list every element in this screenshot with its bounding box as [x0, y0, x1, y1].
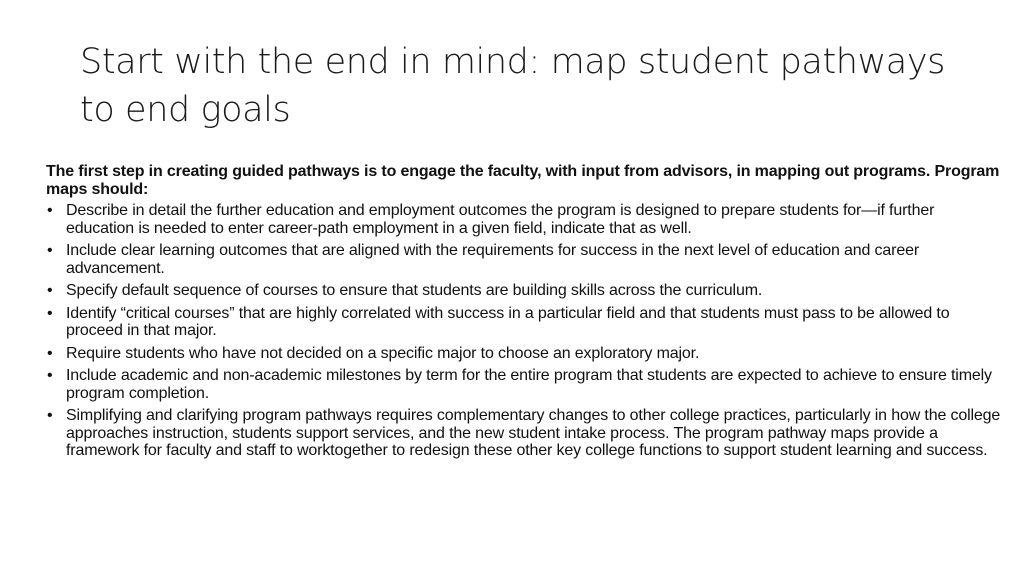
- bullet-text: Require students who have not decided on a specific major to choose an exploratory major.: [66, 344, 700, 362]
- slide-title: Start with the end in mind: map student pathways to end goals: [80, 42, 945, 130]
- bullet-dot-icon: •: [47, 344, 53, 362]
- bullet-list: [46, 202, 1001, 460]
- bullet-text: Specify default sequence of courses to ensure that students are building skills across the curriculum.: [66, 282, 763, 299]
- bullet-text: Simplifying and clarifying program pathways requires complementary changes to other college practices, particularly in how the college approaches instruction, students support services, and the new student intake process. The program pathway maps provide a framework for faculty and staff to worktogether to redesign these other key college functions to support student learning and success.: [66, 407, 1001, 459]
- bullet-item: [46, 305, 1001, 340]
- bullet-dot-icon: •: [47, 407, 53, 424]
- bullet-text: Describe in detail the further education and employment outcomes the program is designed to prepare students for—if further education is needed to enter career-path employment in a given field, indicate that as well.: [66, 202, 935, 237]
- bullet-item: [46, 282, 1001, 300]
- bullet-item: [46, 202, 1001, 237]
- bullet-dot-icon: •: [47, 202, 53, 219]
- bullet-item: [46, 407, 1001, 460]
- slide-content: [46, 163, 1001, 465]
- bullet-text: Include academic and non-academic milestones by term for the entire program that students are expected to achieve to ensure timely program completion.: [66, 367, 992, 402]
- bullet-item: [46, 345, 1001, 363]
- bullet-dot-icon: •: [47, 282, 53, 299]
- bullet-text: Identify “critical courses” that are highly correlated with success in a particular field and that students must pass to be allowed to proceed in that major.: [66, 304, 950, 339]
- bullet-dot-icon: •: [47, 242, 53, 259]
- intro-paragraph: The first step in creating guided pathways is to engage the faculty, with input from advisors, in mapping out programs. Program maps should:: [46, 163, 1000, 198]
- bullet-dot-icon: •: [47, 367, 53, 384]
- bullet-text: Include clear learning outcomes that are aligned with the requirements for success in the next level of education and career advancement.: [66, 242, 920, 277]
- bullet-dot-icon: •: [47, 304, 53, 322]
- bullet-item: [46, 242, 1001, 277]
- bullet-item: [46, 367, 1001, 402]
